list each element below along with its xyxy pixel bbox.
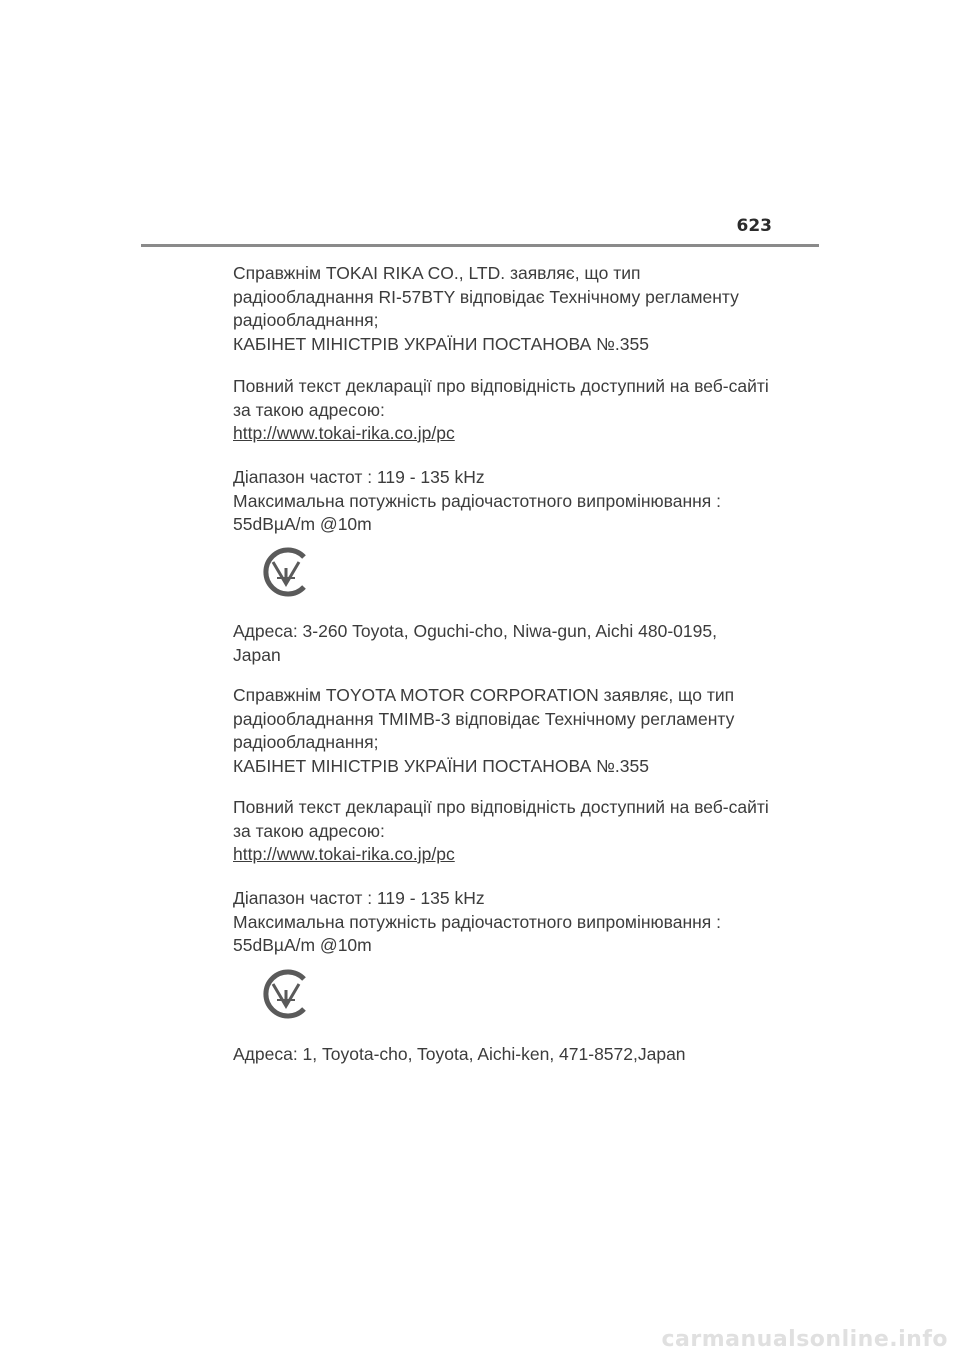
declaration-2	[233, 684, 734, 778]
ukrainian-conformity-mark-icon	[258, 966, 314, 1022]
text-line: 55dBµA/m @10m	[233, 514, 372, 534]
text-line: 55dBµA/m @10m	[233, 935, 372, 955]
text-line: Максимальна потужність радіочастотного випромінювання :	[233, 490, 721, 511]
text-line: радіообладнання TMIMB-3 відповідає Технічному регламенту	[233, 708, 735, 729]
url-link[interactable]: http://www.tokai-rika.co.jp/pc	[233, 423, 455, 443]
fulltext-notice-1	[233, 375, 769, 446]
header-rule	[141, 244, 819, 247]
text-line: радіообладнання RI-57BTY відповідає Технічному регламенту	[233, 286, 739, 307]
text-line: за такою адресою:	[233, 820, 385, 841]
text-line: Повний текст декларації про відповідність доступний на веб-сайті	[233, 376, 769, 396]
site-watermark: carmanualsonline.info	[661, 1327, 948, 1352]
text-line: Справжнім TOKAI RIKA CO., LTD. заявляє, що тип	[233, 263, 641, 283]
address-2	[233, 1043, 686, 1067]
url-link[interactable]: http://www.tokai-rika.co.jp/pc	[233, 844, 455, 864]
text-line: КАБІНЕТ МІНІСТРІВ УКРАЇНИ ПОСТАНОВА №.355	[233, 755, 649, 776]
text-line: Повний текст декларації про відповідність доступний на веб-сайті	[233, 797, 769, 817]
text-line: Адреса: 1, Toyota-cho, Toyota, Aichi-ken, 471-8572,Japan	[233, 1044, 686, 1064]
text-line: Japan	[233, 644, 281, 665]
address-1	[233, 620, 717, 667]
specs-2	[233, 887, 721, 958]
fulltext-notice-2	[233, 796, 769, 867]
page-number: 623	[736, 216, 772, 236]
declaration-1	[233, 262, 739, 356]
text-line: КАБІНЕТ МІНІСТРІВ УКРАЇНИ ПОСТАНОВА №.355	[233, 333, 649, 354]
text-line: Справжнім TOYOTA MOTOR CORPORATION заявляє, що тип	[233, 685, 735, 705]
ukrainian-conformity-mark-icon	[258, 544, 314, 600]
text-line: радіообладнання;	[233, 310, 379, 330]
specs-1	[233, 466, 721, 537]
text-line: Максимальна потужність радіочастотного випромінювання :	[233, 911, 721, 932]
text-line: радіообладнання;	[233, 732, 379, 752]
text-line: Адреса: 3-260 Toyota, Oguchi-cho, Niwa-gun, Aichi 480-0195,	[233, 621, 717, 641]
text-line: Діапазон частот : 119 - 135 kHz	[233, 888, 485, 908]
text-line: за такою адресою:	[233, 399, 385, 420]
text-line: Діапазон частот : 119 - 135 kHz	[233, 467, 485, 487]
